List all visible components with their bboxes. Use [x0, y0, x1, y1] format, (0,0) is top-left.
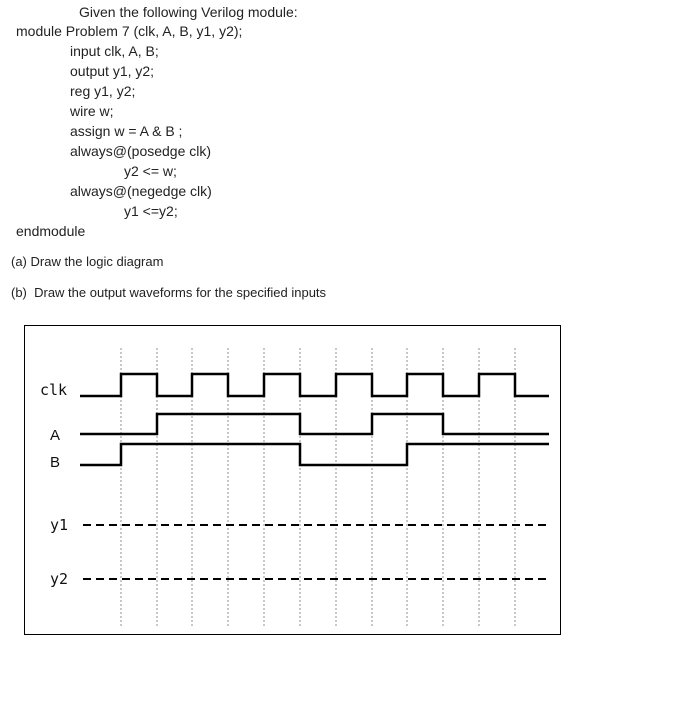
- code-line-reg: reg y1, y2;: [70, 83, 136, 99]
- code-line-y1-assign: y1 <=y2;: [124, 203, 178, 219]
- part-a-text: (a) Draw the logic diagram: [11, 254, 164, 269]
- clk-waveform: [80, 374, 549, 396]
- part-b-text: (b) Draw the output waveforms for the specified inputs: [11, 285, 327, 300]
- code-line-input: input clk, A, B;: [70, 43, 159, 59]
- intro-text: Given the following Verilog module:: [79, 4, 298, 20]
- clk-label: clk: [40, 381, 68, 399]
- waveform-panel: [24, 325, 561, 635]
- code-line-always-posedge: always@(posedge clk): [70, 143, 212, 159]
- b-label: B: [50, 454, 61, 471]
- y1-label: y1: [50, 516, 69, 534]
- code-line-always-negedge: always@(negedge clk): [70, 183, 212, 199]
- code-line-module: module Problem 7 (clk, A, B, y1, y2);: [16, 23, 243, 39]
- waveform-diagram: [25, 326, 562, 636]
- code-line-y2-assign: y2 <= w;: [124, 163, 177, 179]
- code-line-wire: wire w;: [70, 103, 114, 119]
- code-line-endmodule: endmodule: [16, 223, 86, 239]
- y2-label: y2: [50, 570, 69, 588]
- code-line-assign: assign w = A & B ;: [70, 123, 183, 139]
- grid-lines: [121, 348, 515, 628]
- a-label: A: [50, 427, 61, 444]
- code-line-output: output y1, y2;: [70, 63, 155, 79]
